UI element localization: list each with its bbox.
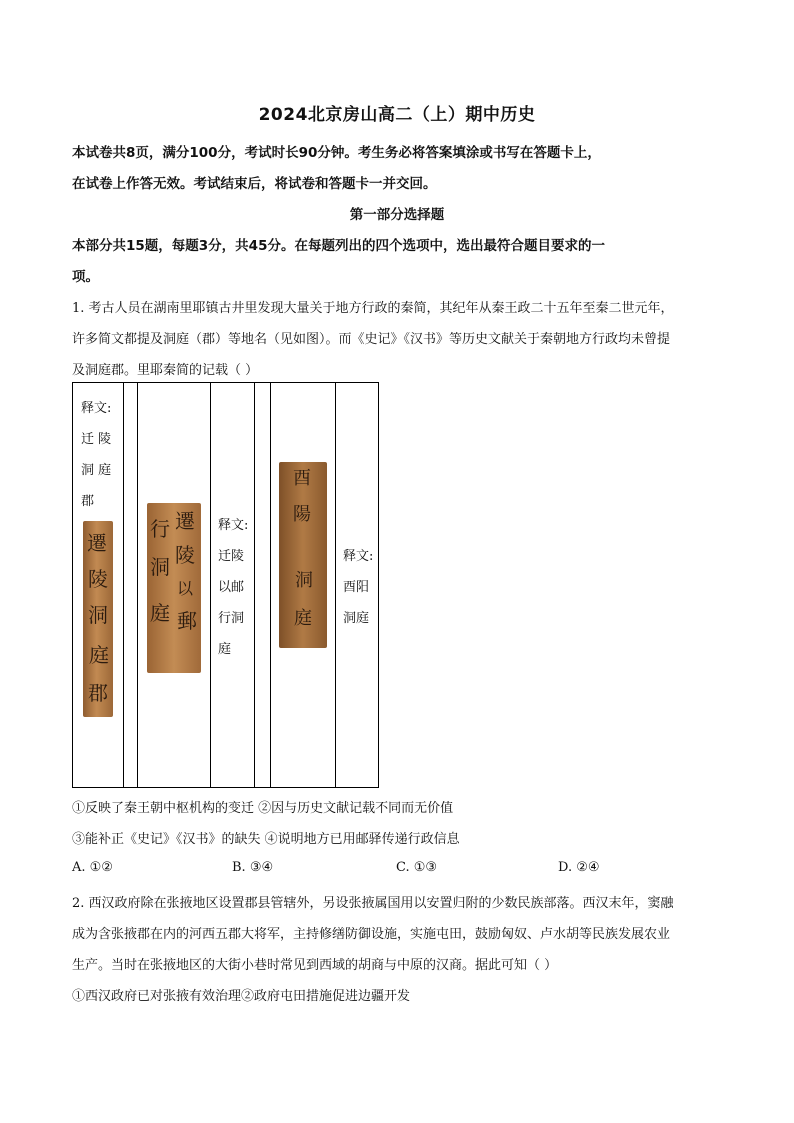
exam-instructions-line-2: 在试卷上作答无效。考试结束后，将试卷和答题卡一并交回。 xyxy=(72,176,437,192)
page-title: 2024北京房山高二（上）期中历史 xyxy=(258,105,536,125)
question-2-stem-line-1: 2. 西汉政府除在张掖地区设置郡县管辖外，另设张掖属国用以安置归附的少数民族部落。西汉末年，窦融 xyxy=(72,896,674,911)
table-divider xyxy=(210,383,211,787)
bamboo-slip-2: 遷 陵 以 郵 行 洞 庭 xyxy=(147,503,201,673)
table-divider xyxy=(335,383,336,787)
exam-instructions-line-1: 本试卷共8页，满分100分，考试时长90分钟。考生务必将答案填涂或书写在答题卡上， xyxy=(72,145,601,161)
table-divider xyxy=(270,383,271,787)
answer-option-a[interactable]: A. ①② xyxy=(72,860,113,875)
bamboo-slip-1: 遷 陵 洞 庭 郡 xyxy=(83,521,113,717)
section-title: 第一部分选择题 xyxy=(349,207,445,223)
question-1-stem-line-2: 许多简文都提及洞庭（郡）等地名（见如图）。而《史记》《汉书》等历史文献关于秦朝地方行政均未曾提 xyxy=(72,332,671,347)
answer-option-c[interactable]: C. ①③ xyxy=(396,860,438,875)
table-divider xyxy=(123,383,124,787)
transcription-caption-3: 释文: 酉阳 洞庭 xyxy=(343,549,374,626)
answer-option-b[interactable]: B. ③④ xyxy=(232,860,274,875)
answer-option-d[interactable]: D. ②④ xyxy=(558,860,600,875)
qin-slips-figure xyxy=(72,382,379,788)
bamboo-slip-3: 酉 陽 洞 庭 xyxy=(279,462,327,648)
table-divider xyxy=(137,383,138,787)
section-description-line-1: 本部分共15题，每题3分，共45分。在每题列出的四个选项中，选出最符合题目要求的一 xyxy=(72,238,605,254)
transcription-caption-1: 释文: 迁 陵 洞 庭 郡 xyxy=(81,401,112,509)
question-2-stem-line-2: 成为含张掖郡在内的河西五郡大将军，主持修缮防御设施，实施屯田，鼓励匈奴、卢水胡等民族发展农业 xyxy=(72,927,671,942)
question-1-stem-line-1: 1. 考古人员在湖南里耶镇古井里发现大量关于地方行政的秦简，其纪年从秦王政二十五年至秦二世元年， xyxy=(72,301,674,316)
question-1-statements-line-2: ③能补正《史记》《汉书》的缺失 ④说明地方已用邮驿传递行政信息 xyxy=(72,832,460,847)
question-2-stem-line-3: 生产。当时在张掖地区的大街小巷时常见到西域的胡商与中原的汉商。据此可知（ ） xyxy=(72,958,558,973)
transcription-caption-2: 释文: 迁陵 以邮 行洞 庭 xyxy=(218,518,249,657)
table-divider xyxy=(254,383,255,787)
question-2-statements-line-1: ①西汉政府已对张掖有效治理②政府屯田措施促进边疆开发 xyxy=(72,989,411,1004)
section-description-line-2: 项。 xyxy=(72,269,99,285)
question-1-stem-line-3: 及洞庭郡。里耶秦简的记载（ ） xyxy=(72,363,259,378)
question-1-statements-line-1: ①反映了秦王朝中枢机构的变迁 ②因与历史文献记载不同而无价值 xyxy=(72,801,454,816)
